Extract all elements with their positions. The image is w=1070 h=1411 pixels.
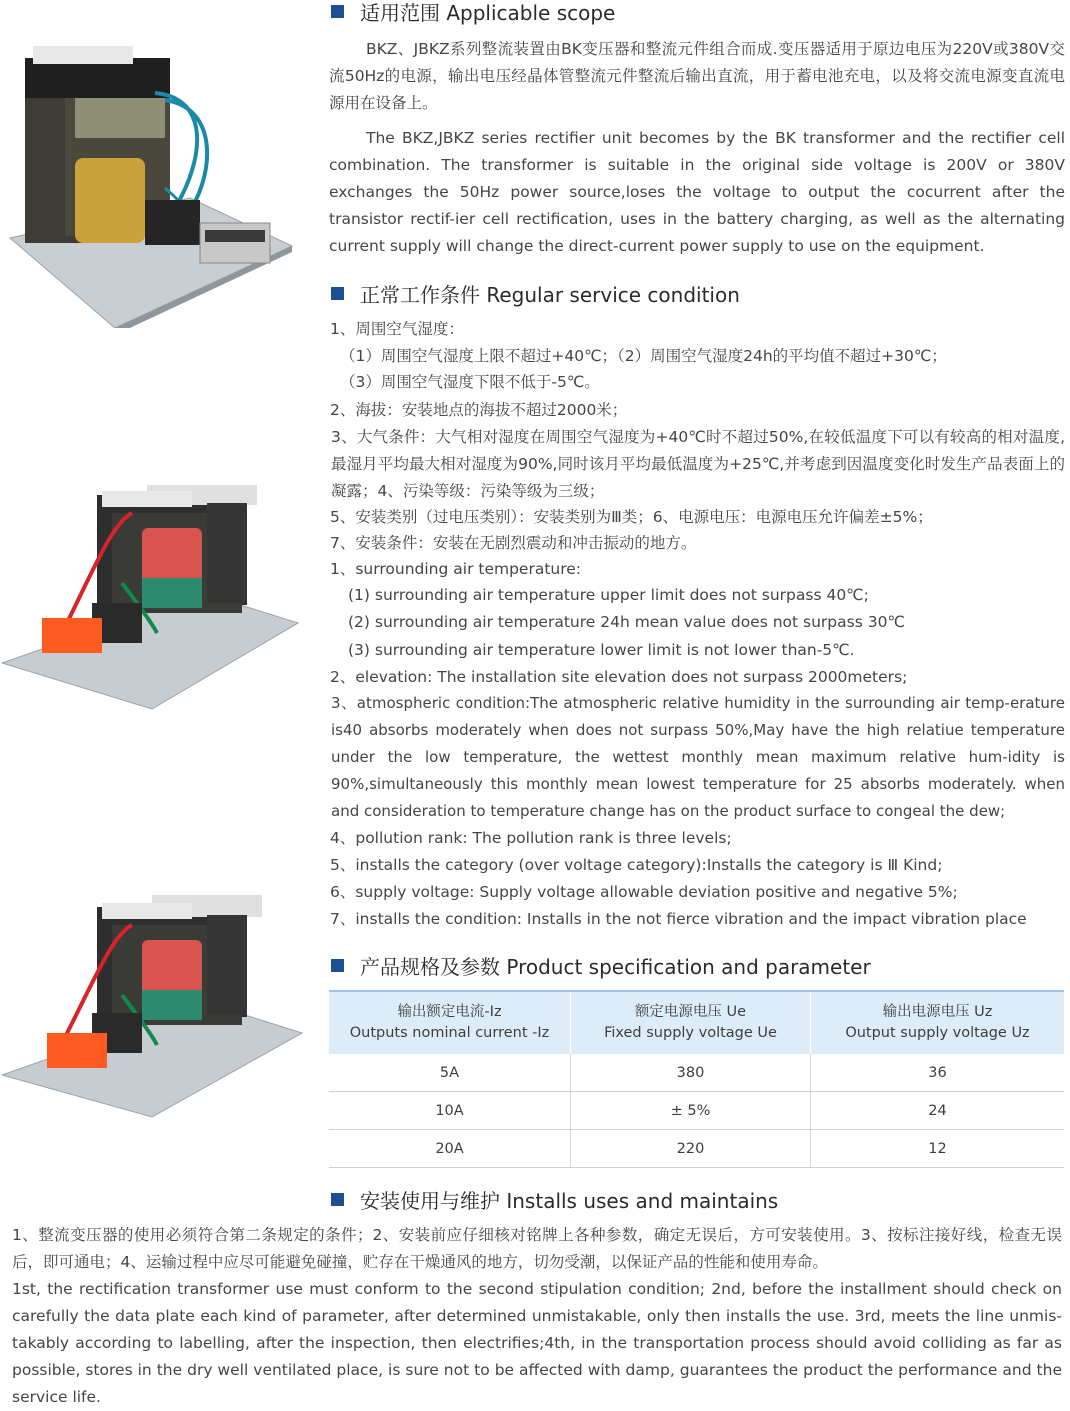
section-title-product-spec xyxy=(331,952,871,978)
table-row xyxy=(329,1130,1064,1168)
scope-paragraph-cn: BKZ、JBKZ系列整流装置由BK变压器和整流元件组合而成.变压器适用于原边电压为220V或380V交流50Hz的电源，输出电压经晶体管整流元件整流后输出直流，用于蓄电池充电，以及将交流电源变直流电源用在设备上。 xyxy=(329,40,1065,112)
maintain-paragraph-en: 1st, the rectification transformer use must conform to the second stipulation condition; 2nd, before the installment should check on carefully the data plate each kind of parameter, after determined unmistakable, only then installs the use. 3rd, meets the line unmis-takably according to labelling, after the inspection, then electrifies;4th, in the transportation process should avoid colliding as far as possible, stores in the dry well ventilated place, is sure not to be affected with damp, guarantees the product the performance and the service life. xyxy=(12,1280,1062,1406)
table-cell: 12 xyxy=(811,1130,1065,1168)
section-title-applicable-scope xyxy=(331,0,615,24)
condition-cn-line: 1、周围空气湿度： xyxy=(330,320,464,338)
scope-paragraph-en: The BKZ,JBKZ series rectifier unit becomes by the BK transformer and the rectifier cell combination. The transformer is suitable in the original side voltage is 200V or 380V exchanges the 50Hz power source,loses the voltage to output the cocurrent after the transistor rectif-ier cell rectification, uses in the battery charging, as well as the alternating current supply will change the direct-current power supply to use on the equipment. xyxy=(329,129,1065,255)
condition-cn-line: 5、安装类别（过电压类别）：安装类别为Ⅲ类；6、电源电压：电源电压允许偏差±5%； xyxy=(330,508,933,526)
section-title-text: 产品规格及参数 Product specification and parameter xyxy=(360,954,871,979)
spec-table-header xyxy=(571,991,811,1054)
condition-cn-paragraph-3: 3、大气条件：大气相对湿度在周围空气湿度为+40℃时不超过50%,在较低温度下可以有较高的相对温度,最湿月平均最大相对湿度为90%,同时该月平均最低温度为+25℃,并考虑到因温度变化时发生产品表面上的凝露；4、污染等级：污染等级为三级； xyxy=(331,428,1065,500)
section-title-install-maintain xyxy=(331,1186,778,1212)
product-photo-rectifier-1 xyxy=(5,38,297,328)
spec-table xyxy=(329,990,1064,1168)
table-row xyxy=(329,1054,1064,1092)
spec-table-header xyxy=(329,991,571,1054)
section-title-service-condition xyxy=(331,280,740,306)
header-en: Fixed supply voltage Ue xyxy=(604,1025,777,1041)
condition-en-line: (1) surrounding air temperature upper limit does not surpass 40℃; xyxy=(348,586,869,604)
condition-en-paragraph-3: 3、atmospheric condition:The atmospheric relative humidity in the surrounding air temp-erature is40 absorbs moderately when does not surpass 50%,May have the high relatiue temperature under the low temperature, the wettest monthly mean maximum relative hum-idity is 90%,simultaneously this monthly mean lowest temperature for 25 absorbs moderately. when and consideration to temperature change has on the product surface to congeal the dew; xyxy=(331,694,1065,820)
condition-cn-line: （1）周围空气湿度上限不超过+40℃；（2）周围空气湿度24h的平均值不超过+30℃； xyxy=(340,347,947,365)
condition-cn-line: 7、安装条件：安装在无剧烈震动和冲击振动的地方。 xyxy=(330,534,697,552)
condition-en-line: 5、installs the category (over voltage category):Installs the category is Ⅲ Kind; xyxy=(330,856,943,874)
header-cn: 输出额定电流-Iz xyxy=(397,1004,502,1020)
section-title-text: 正常工作条件 Regular service condition xyxy=(360,282,740,307)
condition-cn-line: 2、海拔：安装地点的海拔不超过2000米； xyxy=(330,401,628,419)
table-cell: 20A xyxy=(329,1130,571,1168)
header-cn: 输出电源电压 Uz xyxy=(882,1004,993,1020)
section-bullet-icon xyxy=(331,1193,344,1206)
table-cell: 36 xyxy=(811,1054,1065,1092)
section-title-text: 安装使用与维护 Installs uses and maintains xyxy=(360,1188,779,1213)
section-bullet-icon xyxy=(331,959,344,972)
table-cell: ± 5% xyxy=(571,1092,811,1130)
table-cell: 380 xyxy=(571,1054,811,1092)
spec-table-header xyxy=(811,991,1065,1054)
condition-en-line: (2) surrounding air temperature 24h mean value does not surpass 30℃ xyxy=(348,613,905,631)
section-bullet-icon xyxy=(331,287,344,300)
condition-cn-line: （3）周围空气湿度下限不低于-5℃。 xyxy=(340,373,600,391)
condition-en-line: 6、supply voltage: Supply voltage allowable deviation positive and negative 5%; xyxy=(330,883,958,901)
header-en: Outputs nominal current -Iz xyxy=(349,1025,550,1041)
table-cell: 5A xyxy=(329,1054,571,1092)
condition-en-line: (3) surrounding air temperature lower limit is not lower than-5℃. xyxy=(348,641,855,659)
header-cn: 额定电源电压 Ue xyxy=(634,1004,747,1020)
table-cell: 220 xyxy=(571,1130,811,1168)
table-row xyxy=(329,1092,1064,1130)
section-bullet-icon xyxy=(331,5,344,18)
spec-table-header-row xyxy=(329,991,1064,1054)
condition-en-line: 4、pollution rank: The pollution rank is three levels; xyxy=(330,829,732,847)
maintain-paragraph-cn: 1、整流变压器的使用必须符合第二条规定的条件；2、安装前应仔细核对铭牌上各种参数，确定无误后，方可安装使用。3、按标注接好线，检查无误后，即可通电；4、运输过程中应尽可能避免碰撞，贮存在干燥通风的地方，切勿受潮，以保证产品的性能和使用寿命。 xyxy=(12,1226,1062,1271)
section-title-text: 适用范围 Applicable scope xyxy=(360,0,616,25)
product-photo-rectifier-3 xyxy=(2,893,304,1119)
header-en: Output supply voltage Uz xyxy=(845,1025,1030,1041)
product-photo-rectifier-2 xyxy=(2,483,300,711)
condition-en-line: 2、elevation: The installation site elevation does not surpass 2000meters; xyxy=(330,668,908,686)
condition-en-line: 1、surrounding air temperature: xyxy=(330,560,582,578)
table-cell: 10A xyxy=(329,1092,571,1130)
condition-en-line: 7、installs the condition: Installs in the not fierce vibration and the impact vibration place xyxy=(330,910,1027,928)
table-cell: 24 xyxy=(811,1092,1065,1130)
